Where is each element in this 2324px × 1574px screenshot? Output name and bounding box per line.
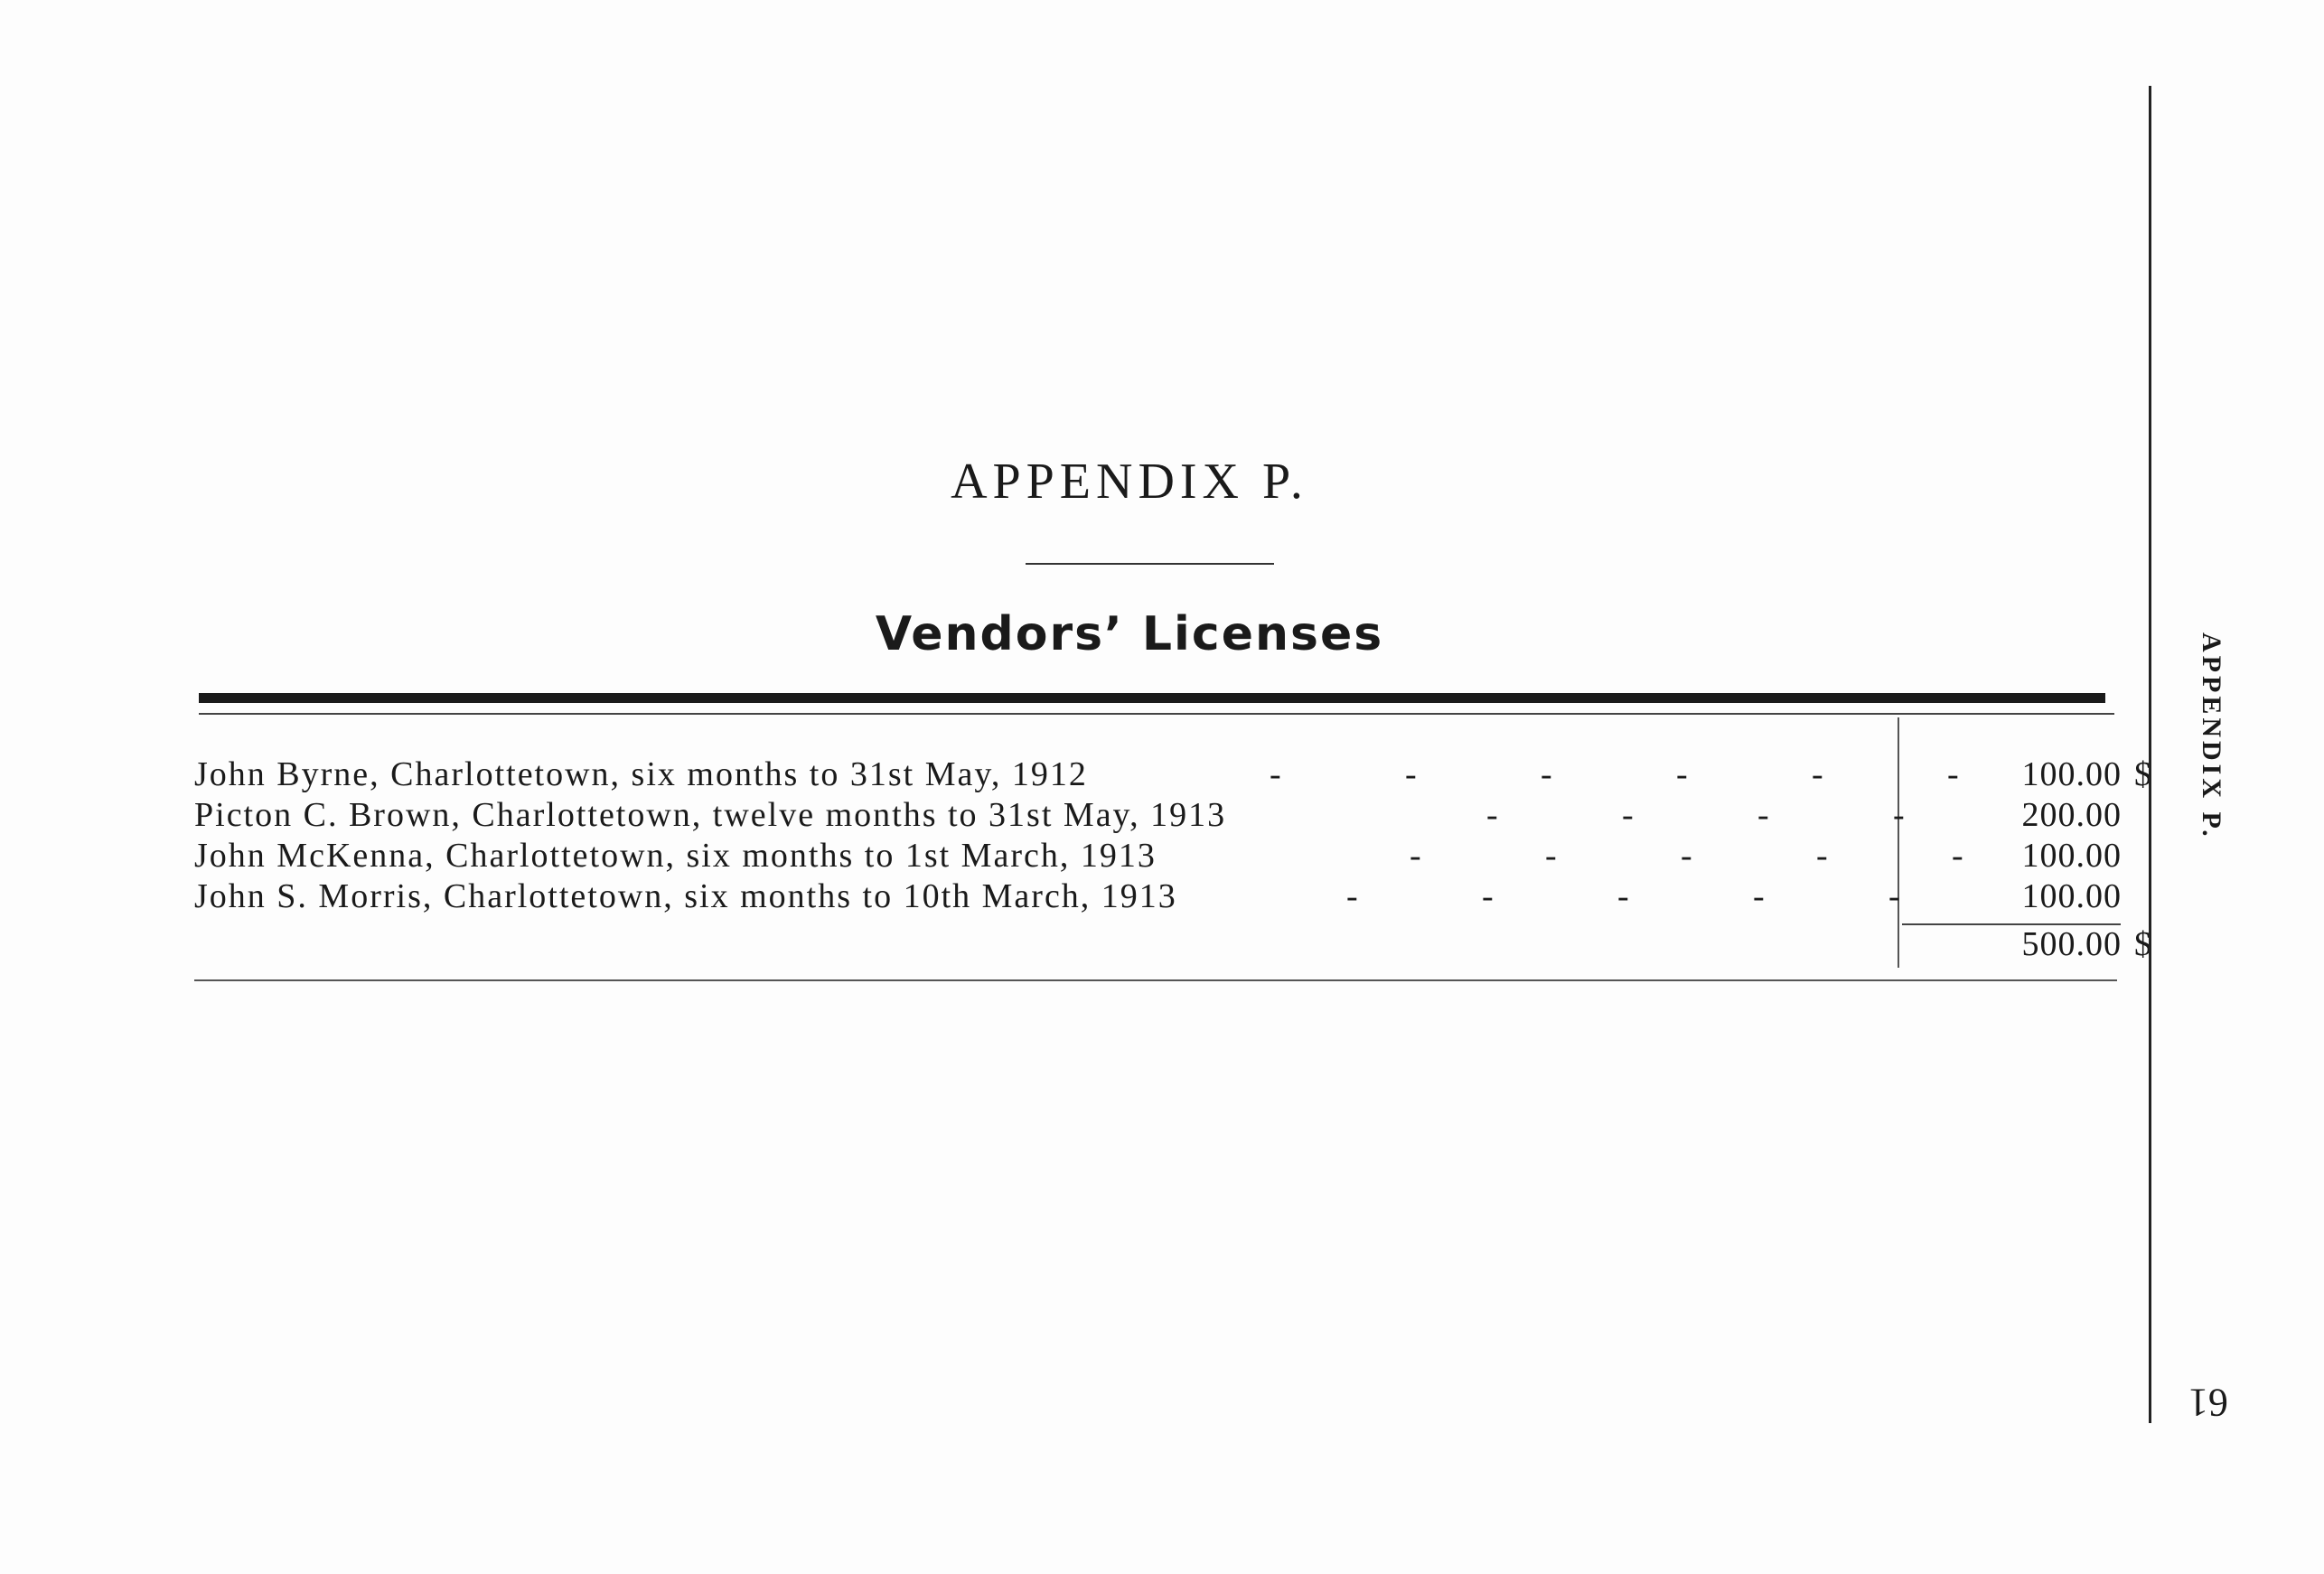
row-description: Picton C. Brown, Charlottetown, twelve months to 31st May, 1913 [194,796,1227,834]
row-amount: 100.00 [2021,877,2122,915]
leader-dash: - [1757,796,1771,834]
total-currency: $ [2134,925,2153,963]
leader-dash: - [1270,755,1283,793]
leader-dash: - [1816,837,1830,875]
leader-dash: - [1486,796,1500,834]
leader-dash: - [1405,755,1419,793]
margin-rule [2149,86,2151,1423]
leader-dash: - [1617,877,1631,915]
leader-dash: - [1812,755,1825,793]
table-row [194,835,2122,876]
page-number: 61 [2188,1381,2228,1425]
leader-dash: - [1681,837,1694,875]
leader-dash: - [1888,877,1902,915]
leader-dash: - [1893,796,1907,834]
table-row [194,754,2153,795]
leader-dash: - [1947,755,1961,793]
row-description: John Byrne, Charlottetown, six months to 31st May, 1912 [194,755,1088,793]
section-heading: Vendors’ Licenses [875,607,1384,661]
table-top-thick-rule [199,693,2105,703]
row-description: John McKenna, Charlottetown, six months to 1st March, 1913 [194,837,1157,875]
leader-dash: - [1482,877,1495,915]
page-title: APPENDIX P. [951,454,1308,510]
leader-dash: - [1545,837,1559,875]
row-description: John S. Morris, Charlottetown, six months to 10th March, 1913 [194,877,1177,915]
title-rule [1026,563,1274,565]
leader-dash: - [1541,755,1554,793]
leader-dash: - [1622,796,1635,834]
leader-dash: - [1410,837,1423,875]
total-amount: 500.00 [2021,925,2122,963]
leader-dash: - [1753,877,1766,915]
table-row [194,794,2122,836]
leader-dash: - [1952,837,1965,875]
row-currency: $ [2134,755,2153,793]
table-top-thin-rule [199,713,2114,715]
table-bottom-rule [194,979,2117,981]
running-head: APPENDIX P. [2197,632,2226,840]
row-amount: 200.00 [2021,796,2122,834]
table-row [194,876,2122,917]
leader-dash: - [1346,877,1360,915]
row-amount: 100.00 [2021,755,2122,793]
total-row [194,923,2153,965]
leader-dash: - [1676,755,1690,793]
row-amount: 100.00 [2021,837,2122,875]
